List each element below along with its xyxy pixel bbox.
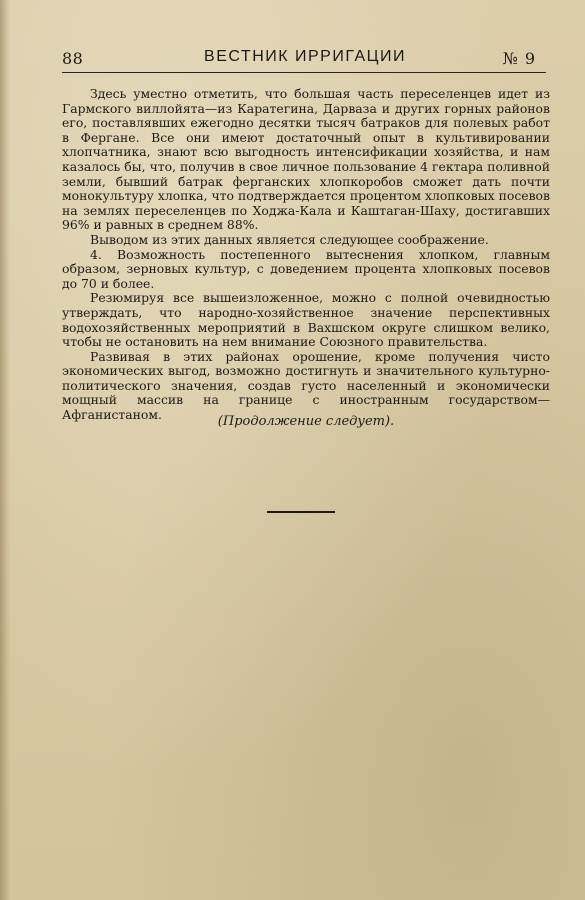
paragraph-irrigation-significance: Развивая в этих районах орошение, кроме получения чисто экономических выгод, возможно достигнуть и значительного культурно-политического значения, создав густо населенный и экономически мощный массив на границе с иностранным государством—Афганистаном. <box>62 348 550 423</box>
paragraph-summary: Резюмируя все вышеизложенное, можно с полной очевидностью утверждать, что народно-хозяйственное значение перспективных водохозяйственных мероприятий в Вахшском округе слишком велико, чтобы не остановить на нем внимание Союзного правительства. <box>62 290 550 350</box>
continuation-note: (Продолжение следует). <box>217 414 395 429</box>
paragraph-resettlers: Здесь уместно отметить, что большая часть переселенцев идет из Гармского виллойята—из Каратегина, Дарваза и других горных районов его, поставлявших ежегодно десятки тысяч батраков для полевых работ в Фергане. Все они имеют достаточный опыт в культивировании хлопчатника, знают всю выгодность интенсификации хозяйства, и нам казалось бы, что, получив в свое личное пользование 4 гектара поливной земли, бывший батрак ферганских хлопкоробов сможет дать почти монокультуру хлопка, что подтверждается процентом хлопковых посевов на землях переселенцев по Ходжа-Кала и Каштаган-Шаху, достигавших 96% и равных в среднем 88%. <box>62 86 550 233</box>
running-header <box>62 46 548 70</box>
paragraph-conclusion-intro: Выводом из этих данных является следующее соображение. <box>90 231 489 247</box>
paragraph-point-4: 4. Возможность постепенного вытеснения хлопком, главным образом, зерновых культур, с доведением процента хлопковых посевов до 70 и более. <box>62 246 550 291</box>
page-edge-shadow <box>0 0 10 900</box>
end-rule <box>267 511 335 513</box>
page-number: 88 <box>62 49 84 68</box>
header-rule <box>62 72 546 73</box>
journal-title: ВЕСТНИК ИРРИГАЦИИ <box>204 48 406 65</box>
issue-number: № 9 <box>502 49 536 68</box>
article-body <box>62 87 550 423</box>
